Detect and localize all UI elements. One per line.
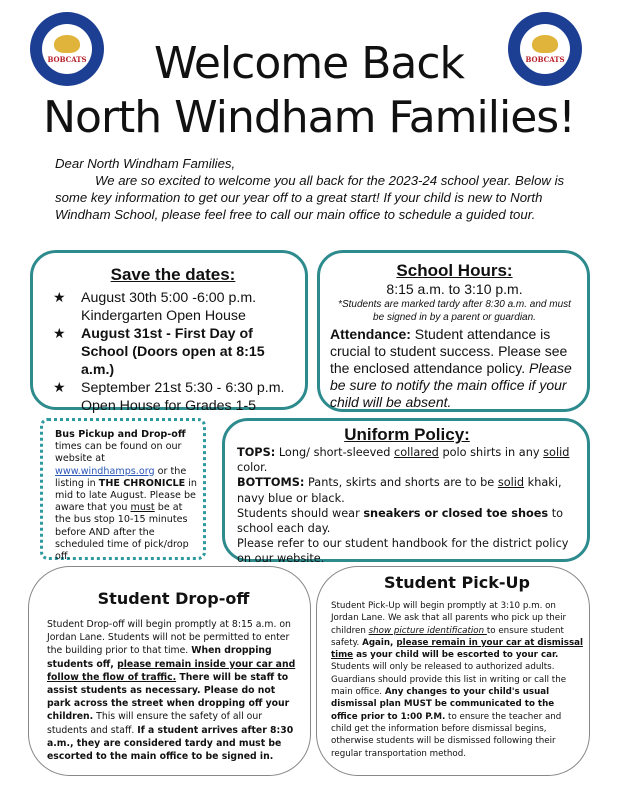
title-line-2: North Windham Families! [43,92,575,143]
text-segment: please remain inside your car and follow the flow of traffic. [47,658,296,683]
text-segment: to ensure student safety. [331,625,564,648]
text-segment: Again, [362,637,397,648]
text-segment: polo shirts in any [438,446,544,459]
text-segment: If a student arrives after 8:30 a.m., they are considered tardy and must be escorted to the main office to be signed in. [47,724,294,763]
date-text: August 30th 5:00 -6:00 p.m. Kindergarten Open House [81,290,257,324]
title-line-1: Welcome Back [153,38,465,89]
logo-label: BOBCATS [47,54,87,64]
intro-letter [55,155,585,223]
logo-label: BOBCATS [525,54,565,64]
text-segment: Students will only be released to authorized adults. Guardians should provide this list in writing or call the main office. [331,662,567,698]
text-segment: This will ensure the safety of all our students and staff. [47,711,263,736]
text-segment: Students should wear [237,506,364,520]
text-segment: Student Drop-off will begin promptly at 8:15 a.m. on Jordan Lane. Students will not be permitted to enter the building prior to that time. [47,619,291,657]
school-hours-box [317,250,590,412]
text-segment: Please be sure to notify the main office if your child will be absent. [330,360,572,410]
date-item [51,289,295,325]
text-segment: show picture identification [368,625,487,636]
text-segment: When dropping students off, [47,645,272,670]
tardy-note: *Students are marked tardy after 8:30 a.m. and must be signed in by a parent or guardian. [338,299,571,323]
text-segment: be at the bus stop 10-15 minutes before AND after the scheduled time of pick/drop off. [55,502,189,563]
pickup-text [331,600,583,760]
text-segment: BOTTOMS: [237,476,305,490]
text-segment: as your child will be escorted to your car. [353,650,559,661]
text-segment: There will be staff to assist students as necessary. Please do not park across the street when dropping off your children. [47,671,290,723]
dropoff-text [47,618,300,763]
star-icon: ★ [53,380,66,396]
student-pickup-box [316,566,590,776]
text-segment: collared [394,446,439,459]
school-hours-time: 8:15 a.m. to 3:10 p.m. [386,281,523,297]
text-segment: THE CHRONICLE [98,477,186,489]
date-item [51,325,295,379]
uniform-text [237,445,577,567]
text-segment: or the listing in [55,465,187,489]
intro-body: We are so excited to welcome you all back for the 2023-24 school year. Below is some key information to get our year off to a great start! If your child is new to North Windham School, please feel free to call our main office to schedule a guided tour. [55,173,565,222]
text-segment: to school each day. [237,506,564,536]
date-text: September 21st 5:30 - 6:30 p.m. Open House for Grades 1-5 [81,380,285,414]
text-segment: Student Pick-Up will begin promptly at 3:10 p.m. on Jordan Lane. We ask that all parents who pick up their children [331,601,567,636]
text-segment: times can be found on our website at [55,441,182,465]
text-segment: Student attendance is crucial to student success. Please see the enclosed attendance policy. [330,326,568,376]
star-icon: ★ [53,326,66,342]
uniform-heading: Uniform Policy: [344,425,470,444]
website-link[interactable]: www.windhamps.org [55,465,155,477]
text-segment: to ensure the teacher and child get the information before dismissal begins, otherwise students will be dismissed following their regular transportation method. [331,711,562,759]
text-segment: TOPS: [237,446,276,459]
text-segment: must [130,502,155,514]
text-segment: solid [497,476,525,490]
text-segment: color. [237,461,268,475]
bus-info-box [40,418,206,563]
text-segment: Attendance: [330,326,411,342]
student-dropoff-box [28,566,311,776]
text-segment: please remain in your car at dismissal time [331,637,583,661]
text-segment: Any changes to your child's usual dismissal plan MUST be communicated to the office prior to 1:00 P.M. [331,687,555,722]
text-segment: solid [543,446,570,459]
greeting: Dear North Windham Families, [55,156,236,171]
dropoff-heading: Student Drop-off [97,589,250,608]
bus-info-text [55,429,197,563]
text-segment: Bus Pickup and Drop-off [55,429,186,440]
date-text: August 31st - First Day of School (Doors open at 8:15 a.m.) [81,326,265,378]
school-hours-heading: School Hours: [396,261,513,280]
save-dates-heading: Save the dates: [110,265,236,284]
save-the-dates-box [30,250,308,414]
star-icon: ★ [53,290,66,306]
dates-list [51,289,295,415]
text-segment: Long/ short-sleeved [275,446,395,459]
text-segment: sneakers or closed toe shoes [363,506,549,520]
text-segment: khaki, navy blue or black. [237,476,562,505]
text-segment: Please refer to our student handbook for the district policy on our website. [237,537,569,566]
text-segment: in mid to late August. Please be aware that you [55,477,197,514]
pickup-heading: Student Pick-Up [384,573,530,592]
uniform-policy-box [222,418,590,566]
text-segment: Pants, skirts and shorts are to be [304,476,498,490]
attendance-text [330,326,579,411]
date-item [51,379,295,415]
